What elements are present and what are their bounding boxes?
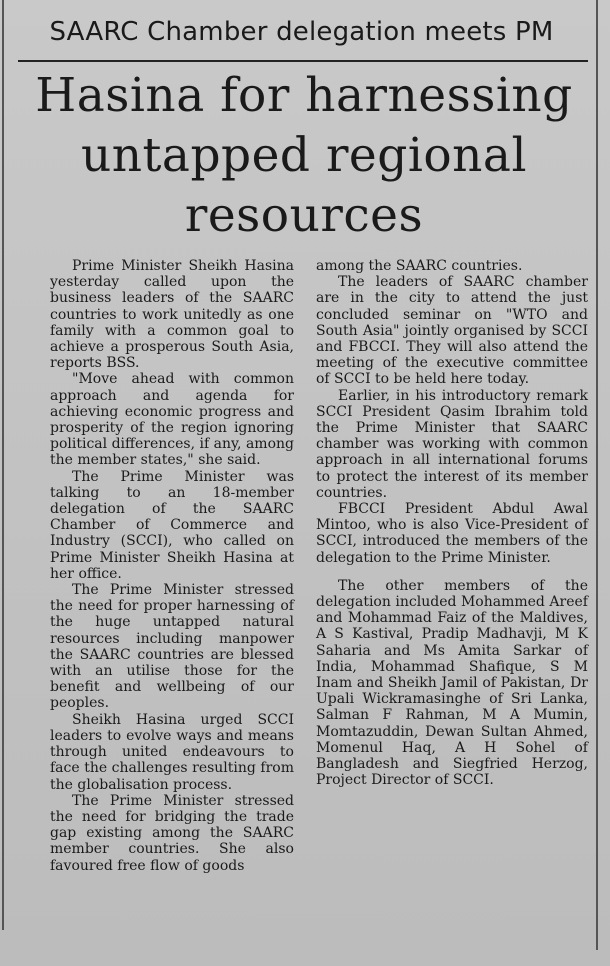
paragraph: "Move ahead with common approach and agenda for achieving economic progress and prosperity of the region ignoring political differences, if any, among the member states," she said. <box>50 371 294 469</box>
body-column-2 <box>316 258 588 789</box>
paragraph: The Prime Minister was talking to an 18-member delegation of the SAARC Chamber of Commerce and Industry (SCCI), who called on Prime Minister Sheikh Hasina at her office. <box>50 468 294 582</box>
paragraph: Prime Minister Sheikh Hasina yesterday called upon the business leaders of the SAARC countries to work unitedly as one family with a common goal to achieve a prosperous South Asia, reports BSS. <box>50 258 294 372</box>
paragraph: The other members of the delegation included Mohammed Areef and Mohammad Faiz of the Maldives, A S Kastival, Pradip Madhavji, M K Saharia and Ms Amita Sarkar of India, Mohammad Shafique, S M Inam and Sheikh Jamil of Pakistan, Dr Upali Wickramasinghe of Sri Lanka, Salman F Rahman, M A Mumin, Momtazuddin, Dewan Sultan Ahmed, Momenul Haq, A H Sohel of Bangladesh and Siegfried Herzog, Project Director of SCCI. <box>316 577 588 789</box>
paragraph: The Prime Minister stressed the need for bridging the trade gap existing among the SAARC member countries. She also favoured free flow of goods <box>50 792 294 874</box>
paragraph: among the SAARC countries. <box>316 258 523 274</box>
body-column-1 <box>50 258 294 874</box>
paragraph: The leaders of SAARC chamber are in the city to attend the just concluded seminar on "WTO and South Asia" jointly organised by SCCI and FBCCI. They will also attend the meeting of the executive committee of SCCI to be held here today. <box>316 274 588 388</box>
kicker-divider <box>18 60 588 62</box>
paragraph: Earlier, in his introductory remark SCCI President Qasim Ibrahim told the Prime Minister that SAARC chamber was working with common approach in all international forums to protect the interest of its member countries. <box>316 387 588 501</box>
left-border-rule <box>2 0 4 930</box>
paragraph: The Prime Minister stressed the need for proper harnessing of the huge untapped natural resources including manpower the SAARC countries are blessed with an utilise those for the benefit and wellbeing of our peoples. <box>50 582 294 712</box>
right-border-rule <box>596 0 598 950</box>
paragraph: FBCCI President Abdul Awal Mintoo, who is also Vice-President of SCCI, introduced the members of the delegation to the Prime Minister. <box>316 501 588 566</box>
article-kicker: SAARC Chamber delegation meets PM <box>49 17 554 47</box>
article-headline: Hasina for harnessing untapped regional resources <box>35 68 573 243</box>
paragraph: Sheikh Hasina urged SCCI leaders to evolve ways and means through united endeavours to face the challenges resulting from the globalisation process. <box>50 711 294 793</box>
